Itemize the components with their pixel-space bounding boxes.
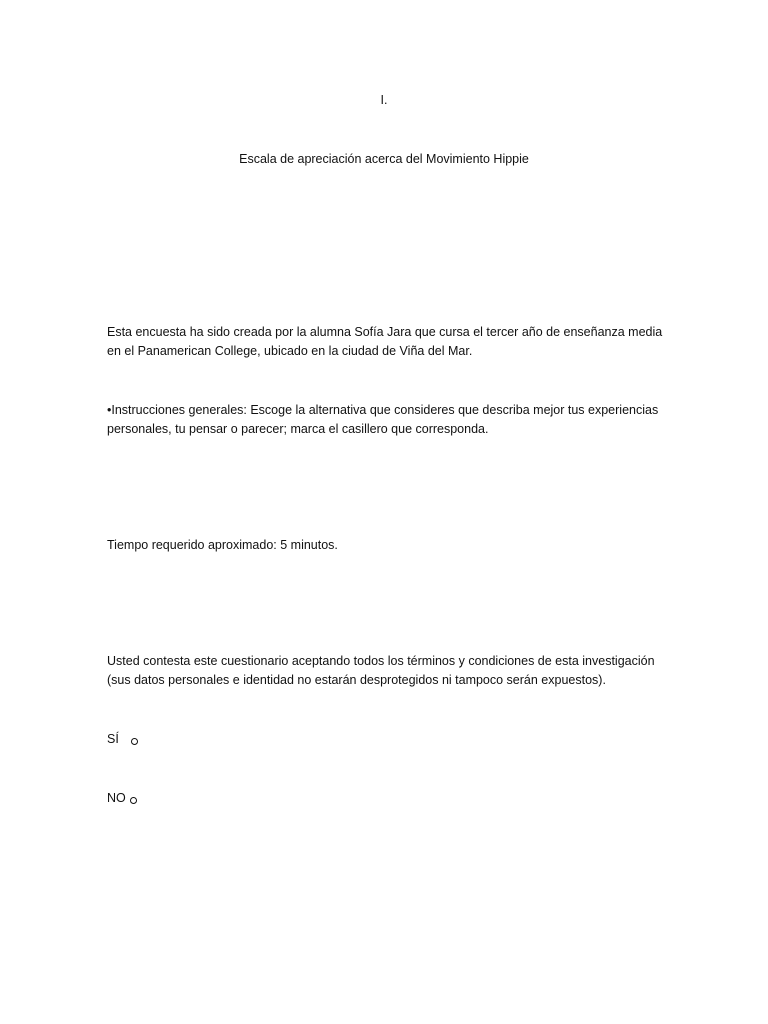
option-yes[interactable] xyxy=(107,730,138,749)
instructions-paragraph xyxy=(107,401,667,439)
instructions-line: personales, tu pensar o parecer; marca el casillero que corresponda. xyxy=(107,422,489,436)
consent-paragraph xyxy=(107,652,667,690)
consent-line: (sus datos personales e identidad no estarán desprotegidos ni tampoco serán expuestos). xyxy=(107,673,606,687)
document-title: Escala de apreciación acerca del Movimiento Hippie xyxy=(239,152,529,166)
consent-line: Usted contesta este cuestionario aceptando todos los términos y condiciones de esta investigación xyxy=(107,654,655,668)
option-no-label: NO xyxy=(107,791,126,805)
option-no[interactable] xyxy=(107,789,137,808)
instructions-line: •Instrucciones generales: Escoge la alternativa que consideres que describa mejor tus experiencias xyxy=(107,403,659,417)
time-required-text: Tiempo requerido aproximado: 5 minutos. xyxy=(107,538,338,552)
time-required xyxy=(107,536,667,555)
section-number: I. xyxy=(380,93,388,107)
option-yes-label: SÍ xyxy=(107,732,119,746)
intro-line: Esta encuesta ha sido creada por la alumna Sofía Jara que cursa el tercer año de enseñanza media xyxy=(107,325,663,339)
intro-line: en el Panamerican College, ubicado en la ciudad de Viña del Mar. xyxy=(107,344,473,358)
yes-radio-button[interactable] xyxy=(131,738,138,745)
no-radio-button[interactable] xyxy=(130,797,137,804)
intro-paragraph xyxy=(107,323,667,361)
